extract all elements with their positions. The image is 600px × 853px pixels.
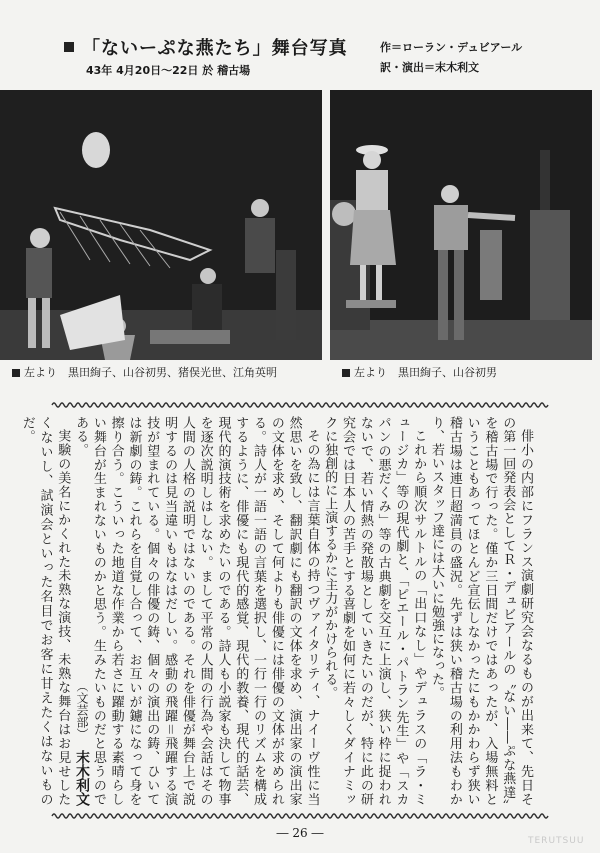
stage-photo-right bbox=[330, 90, 592, 360]
stage-photo-left bbox=[0, 90, 322, 360]
author-affiliation: （文芸部） bbox=[75, 680, 89, 740]
stage-photo-right-image bbox=[330, 90, 592, 360]
page-number: ― 26 ― bbox=[276, 826, 324, 840]
title-row bbox=[64, 34, 348, 60]
caption-right-square-icon bbox=[342, 369, 350, 377]
author-name: 末木利文 bbox=[74, 749, 90, 806]
watermark: TERUTSUU bbox=[528, 836, 585, 846]
caption-right bbox=[342, 364, 497, 380]
page-title: 「ないーぷな燕たち」舞台写真 bbox=[82, 38, 348, 59]
article-paragraph: 実験の美名にかくれた未熟な演技、未熟な舞台はお見せしたくないし、試演会といった名目でお客に甘えたくはないものだ。 bbox=[19, 416, 71, 806]
wavy-divider-bottom bbox=[52, 811, 544, 821]
credit-author: 作＝ローラン・デュビアール bbox=[380, 41, 523, 54]
article-paragraph: 俳小の内部にフランス演劇研究会なるものが出来て、先日その第一回発表会としてＲ・デュビアールの〝ない――ぷな燕達〟を稽古場で行った。僅か三日間だけではあったが、入場無料ということもあってほとんど宣伝しなかったにもかかわらず狭い稽古場は連日超満員の盛況。先ずは狭い稽古場の利用法もわかり、若いスタッフ達には大いに勉強になった。 bbox=[429, 416, 533, 806]
credits bbox=[380, 38, 522, 78]
caption-left-square-icon bbox=[12, 369, 20, 377]
title-square-icon bbox=[64, 42, 74, 52]
credit-director: 訳・演出＝末木利文 bbox=[380, 61, 479, 74]
article-paragraph: その為には言葉自体の持つヴァイタリティ、ナイーヴ性に当然思いを致し、翻訳劇にも翻訳の文体を求め、演出家の演出家の文体を求め、そして何よりも俳優には俳優の文体が求められる。詩人が一語一語の言葉を選択し、一行一行のリズムを構成するように、俳優にも現代的感覚、現代的教養、現代的話芸、現代的演技術を求めたいのである。詩人も小説家も決して物事を逐次説明しはしない。まして平常の人間の行為や会話はその人間の人格の説明ではないのである。それを俳優が舞台上で説明するのは見当違いもはなはだしい。感動の飛躍＝飛躍する演技が望まれている。個々の俳優の鋳、個々の演出の鋳、ひいては新劇の鋳。これらを自覚し合って、お互いが鑢になって身を擦り合う。こういった地道な作業から若さに躍動する素晴らしい舞台が生まれないものかと思う。生みたいものだと思うのである。 bbox=[73, 416, 320, 807]
caption-left-text: 左より 黒田絢子、山谷初男、猪俣光世、江角英明 bbox=[24, 366, 277, 379]
article-author bbox=[72, 680, 92, 806]
article-body bbox=[19, 416, 534, 807]
stage-photo-left-image bbox=[0, 90, 322, 360]
performance-date: 43年 4月20日～22日 於 稽古場 bbox=[86, 64, 251, 77]
caption-left bbox=[12, 364, 277, 380]
wavy-divider-top bbox=[52, 400, 544, 410]
caption-right-text: 左より 黒田絢子、山谷初男 bbox=[354, 366, 497, 379]
article-paragraph: これから順次サルトルの「出口なし」やデュラスの「ラ・ミュージカ」等の現代劇と、「ピエール・パトラン先生」や「スカパンの悪だくみ」等の古典劇を交互に上演し、狭い枠に捉われないで、若い情熱の発散場としていきたいのだが、特に此の研究会では日本人の苦手とする喜劇を如何に若々しくダイナミックに独創的に上演するかに主力がかけられる。 bbox=[322, 416, 427, 807]
